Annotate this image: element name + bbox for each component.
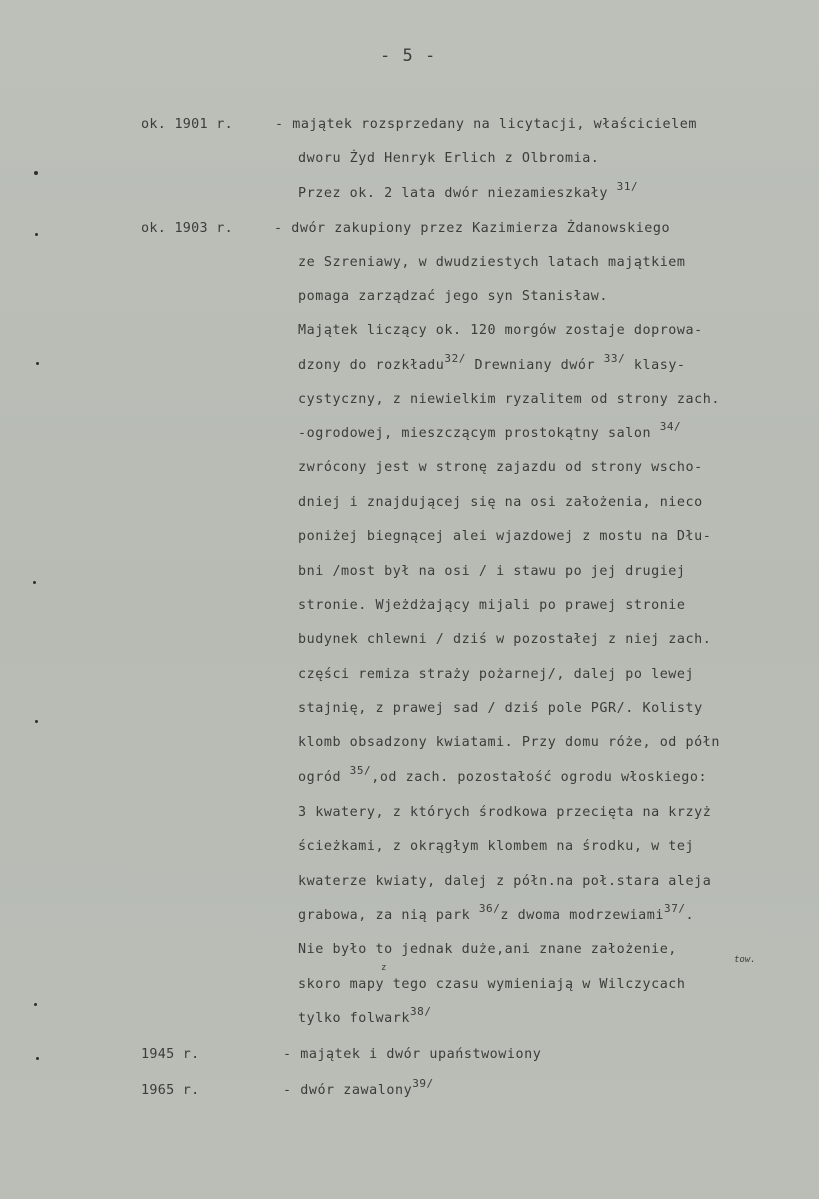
margin-dot [35, 233, 38, 236]
footnote-ref: 34/ [659, 420, 682, 433]
footnote-ref: 31/ [616, 180, 639, 193]
entry-text-line: skoro mapy tego czasu wymieniają w Wilczycach [298, 977, 686, 992]
entry-text-line: -ogrodowej, mieszczącym prostokątny salon $^{34/}$ [298, 420, 682, 441]
entry-text-line: - dwór zawalony$^{39/}$ [283, 1077, 434, 1098]
page-number: - 5 - [380, 46, 437, 66]
entry-text-line: - majątek i dwór upaństwowiony [283, 1047, 542, 1062]
entry-text-line: ze Szreniawy, w dwudziestych latach majątkiem [298, 255, 686, 270]
entry-text-line: 3 kwatery, z których środkowa przecięta na krzyż [298, 805, 712, 820]
entry-text-line: bni /most był na osi / i stawu po jej drugiej [298, 564, 686, 579]
footnote-ref: 32/ [444, 352, 466, 365]
entry-text-line: dniej i znajdującej się na osi założenia, nieco [298, 495, 703, 510]
footnote-ref: 36/ [478, 902, 501, 915]
handwritten-insertion: tow. [734, 955, 756, 965]
entry-text-line: kwaterze kwiaty, dalej z półn.na poł.stara aleja [298, 874, 712, 889]
margin-dot [33, 581, 36, 584]
entry-date: ok. 1903 r. [141, 221, 233, 236]
entry-text-line: ścieżkami, z okrągłym klombem na środku, w tej [298, 839, 695, 854]
entry-text-line: zwrócony jest w stronę zajazdu od strony wscho- [298, 460, 703, 475]
margin-dot [34, 1003, 37, 1006]
entry-text-line: tylko folwark$^{38/}$ [298, 1005, 432, 1026]
entry-text-line: stajnię, z prawej sad / dziś pole PGR/. Kolisty [298, 701, 703, 716]
entry-text-line: pomaga zarządzać jego syn Stanisław. [298, 289, 609, 304]
entry-text-line: Majątek liczący ok. 120 morgów zostaje doprowa- [298, 323, 703, 338]
entry-date: 1965 r. [141, 1083, 200, 1098]
entry-text-line: Przez ok. 2 lata dwór niezamieszkały $^{31/}$ [298, 180, 639, 201]
entry-text-line: - dwór zakupiony przez Kazimierza Żdanowskiego [274, 221, 671, 236]
entry-text-line: części remiza straży pożarnej/, dalej po lewej [298, 667, 695, 682]
entry-text-line: Nie było to jednak duże,ani znane założenie, [298, 942, 677, 957]
footnote-ref: 38/ [409, 1005, 432, 1018]
footnote-ref: 37/ [664, 902, 686, 915]
entry-text-line: budynek chlewni / dziś w pozostałej z niej zach. [298, 632, 712, 647]
margin-dot [36, 1057, 39, 1060]
entry-text-line: dworu Żyd Henryk Erlich z Olbromia. [298, 151, 600, 166]
margin-dot [35, 720, 38, 723]
entry-date: 1945 r. [141, 1047, 200, 1062]
margin-dot [34, 171, 38, 175]
entry-text-line: dzony do rozkładu$^{32/}$ Drewniany dwór $^{33/}$ klasy- [298, 352, 686, 373]
footnote-ref: 35/ [349, 764, 372, 777]
entry-date: ok. 1901 r. [141, 117, 233, 132]
entry-text-line: - majątek rozsprzedany na licytacji, właścicielem [275, 117, 697, 132]
margin-dot [36, 362, 39, 365]
entry-text-line: klomb obsadzony kwiatami. Przy domu róże, od półn [298, 735, 720, 750]
footnote-ref: 33/ [603, 352, 626, 365]
entry-text-line: stronie. Wjeżdżający mijali po prawej stronie [298, 598, 686, 613]
entry-text-line: cystyczny, z niewielkim ryzalitem od strony zach. [298, 392, 720, 407]
entry-text-line: ogród $^{35/}$,od zach. pozostałość ogrodu włoskiego: [298, 764, 708, 785]
handwritten-insertion: z [381, 963, 387, 973]
entry-text-line: poniżej biegnącej alei wjazdowej z mostu na Dłu- [298, 529, 712, 544]
entry-text-line: grabowa, za nią park $^{36/}$z dwoma modrzewiami$^{37/}$. [298, 902, 695, 923]
footnote-ref: 39/ [412, 1077, 434, 1090]
